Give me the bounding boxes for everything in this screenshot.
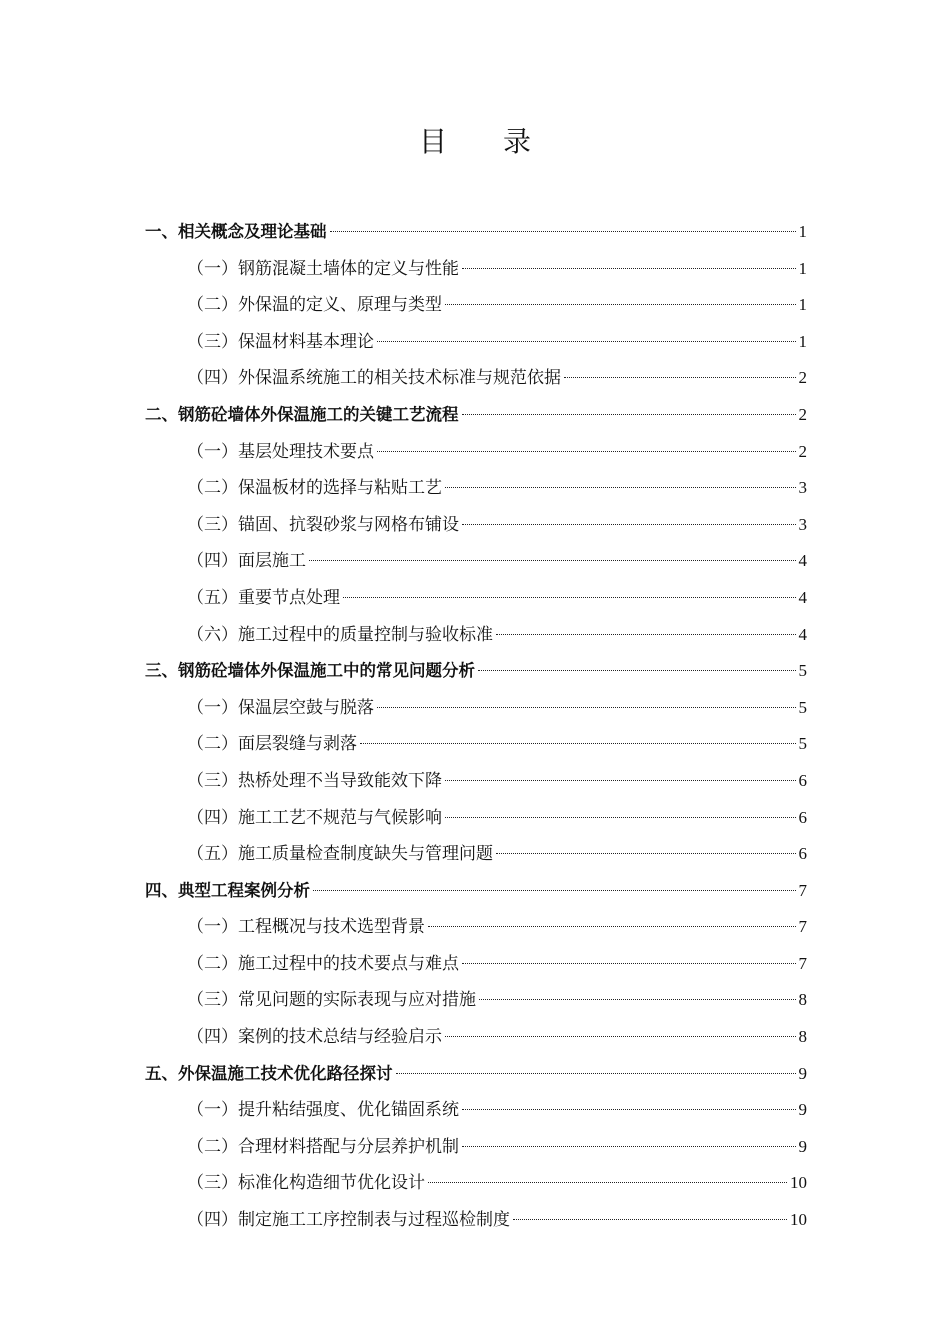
toc-dot-leader [428,1182,787,1183]
toc-dot-leader [496,853,796,854]
toc-page-number: 9 [798,1136,807,1156]
toc-section-entry[interactable] [145,946,807,983]
toc-entry-title: （二）外保温的定义、原理与类型 [187,295,442,316]
toc-section-entry[interactable] [145,1202,807,1239]
toc-section-entry[interactable] [145,763,807,800]
toc-dot-leader [377,341,796,342]
toc-entry-title: （二）面层裂缝与剥落 [187,734,357,755]
toc-section-entry[interactable] [145,324,807,361]
toc-page-number: 1 [798,222,807,241]
toc-dot-leader [428,926,796,927]
toc-section-entry[interactable] [145,726,807,763]
toc-page-number: 8 [798,990,807,1010]
toc-dot-leader [462,524,796,525]
toc-page-number: 6 [798,844,807,864]
toc-page-number: 4 [798,624,807,644]
toc-dot-leader [445,1036,796,1037]
toc-page-number: 2 [798,404,807,424]
toc-page-number: 3 [798,478,807,498]
toc-section-entry[interactable] [145,251,807,288]
toc-section-entry[interactable] [145,543,807,580]
toc-entry-title: （三）锚固、抗裂砂浆与网格布铺设 [187,514,459,535]
toc-page-number: 1 [798,258,807,278]
toc-chapter-entry[interactable] [145,1056,807,1093]
toc-entry-title: （一）钢筋混凝土墙体的定义与性能 [187,258,459,279]
toc-entry-title: （三）常见问题的实际表现与应对措施 [187,990,476,1011]
toc-page-number: 1 [798,331,807,351]
toc-dot-leader [479,999,796,1000]
toc-section-entry[interactable] [145,1165,807,1202]
toc-entry-title: （一）基层处理技术要点 [187,441,374,462]
toc-entry-title: 二、钢筋砼墙体外保温施工的关键工艺流程 [145,404,459,424]
toc-dot-leader [377,451,796,452]
toc-dot-leader [445,817,796,818]
toc-entry-title: 一、相关概念及理论基础 [145,222,327,241]
toc-page-number: 5 [798,661,807,681]
toc-dot-leader [513,1219,787,1220]
toc-dot-leader [462,268,796,269]
table-of-contents [145,214,807,1239]
toc-entry-title: （三）保温材料基本理论 [187,331,374,352]
toc-section-entry[interactable] [145,982,807,1019]
toc-section-entry[interactable] [145,470,807,507]
toc-page-number: 10 [790,1210,807,1230]
toc-entry-title: 三、钢筋砼墙体外保温施工中的常见问题分析 [145,661,475,681]
toc-entry-title: （一）提升粘结强度、优化锚固系统 [187,1100,459,1121]
toc-page-number: 7 [798,917,807,937]
toc-entry-title: （四）外保温系统施工的相关技术标准与规范依据 [187,368,561,389]
toc-dot-leader [445,304,796,305]
toc-entry-title: （四）施工工艺不规范与气候影响 [187,807,442,828]
toc-page-number: 4 [798,587,807,607]
toc-chapter-entry[interactable] [145,873,807,910]
toc-entry-title: （一）工程概况与技术选型背景 [187,917,425,938]
toc-dot-leader [462,963,796,964]
toc-page-number: 8 [798,1027,807,1047]
toc-dot-leader [445,780,796,781]
toc-entry-title: （三）标准化构造细节优化设计 [187,1173,425,1194]
toc-entry-title: （六）施工过程中的质量控制与验收标准 [187,624,493,645]
toc-section-entry[interactable] [145,507,807,544]
toc-entry-title: （二）保温板材的选择与粘贴工艺 [187,478,442,499]
toc-entry-title: （五）施工质量检查制度缺失与管理问题 [187,844,493,865]
toc-page-number: 5 [798,734,807,754]
toc-page-number: 6 [798,770,807,790]
toc-page-number: 9 [798,1063,807,1083]
toc-page-number: 9 [798,1100,807,1120]
toc-page-number: 1 [798,295,807,315]
toc-entry-title: （二）合理材料搭配与分层养护机制 [187,1136,459,1157]
toc-dot-leader [309,560,796,561]
toc-dot-leader [330,231,796,232]
toc-section-entry[interactable] [145,1019,807,1056]
toc-dot-leader [478,670,796,671]
toc-section-entry[interactable] [145,580,807,617]
toc-dot-leader [445,487,796,488]
toc-section-entry[interactable] [145,836,807,873]
toc-section-entry[interactable] [145,909,807,946]
toc-section-entry[interactable] [145,360,807,397]
toc-dot-leader [360,743,796,744]
toc-dot-leader [496,634,796,635]
toc-dot-leader [462,1109,796,1110]
toc-dot-leader [462,414,796,415]
toc-page-number: 4 [798,551,807,571]
toc-dot-leader [462,1146,796,1147]
toc-entry-title: （四）制定施工工序控制表与过程巡检制度 [187,1210,510,1231]
toc-page-number: 3 [798,514,807,534]
toc-page-number: 7 [798,953,807,973]
toc-entry-title: （一）保温层空鼓与脱落 [187,697,374,718]
toc-chapter-entry[interactable] [145,214,807,251]
toc-page-number: 10 [790,1173,807,1193]
toc-entry-title: 四、典型工程案例分析 [145,880,310,900]
toc-page-number: 7 [798,880,807,900]
toc-section-entry[interactable] [145,617,807,654]
toc-chapter-entry[interactable] [145,653,807,690]
toc-page-number: 2 [798,441,807,461]
toc-section-entry[interactable] [145,287,807,324]
toc-chapter-entry[interactable] [145,397,807,434]
toc-entry-title: （三）热桥处理不当导致能效下降 [187,770,442,791]
toc-section-entry[interactable] [145,800,807,837]
toc-entry-title: （四）面层施工 [187,551,306,572]
toc-dot-leader [396,1073,796,1074]
toc-dot-leader [564,377,796,378]
toc-section-entry[interactable] [145,434,807,471]
toc-dot-leader [377,707,796,708]
toc-section-entry[interactable] [145,1129,807,1166]
toc-page-number: 5 [798,697,807,717]
toc-entry-title: （二）施工过程中的技术要点与难点 [187,953,459,974]
toc-entry-title: （四）案例的技术总结与经验启示 [187,1027,442,1048]
toc-section-entry[interactable] [145,1092,807,1129]
toc-page-number: 6 [798,807,807,827]
toc-page-number: 2 [798,368,807,388]
toc-section-entry[interactable] [145,690,807,727]
toc-dot-leader [343,597,796,598]
toc-entry-title: 五、外保温施工技术优化路径探讨 [145,1063,393,1083]
page-title: 目录 [418,125,587,158]
toc-dot-leader [313,890,796,891]
toc-entry-title: （五）重要节点处理 [187,587,340,608]
